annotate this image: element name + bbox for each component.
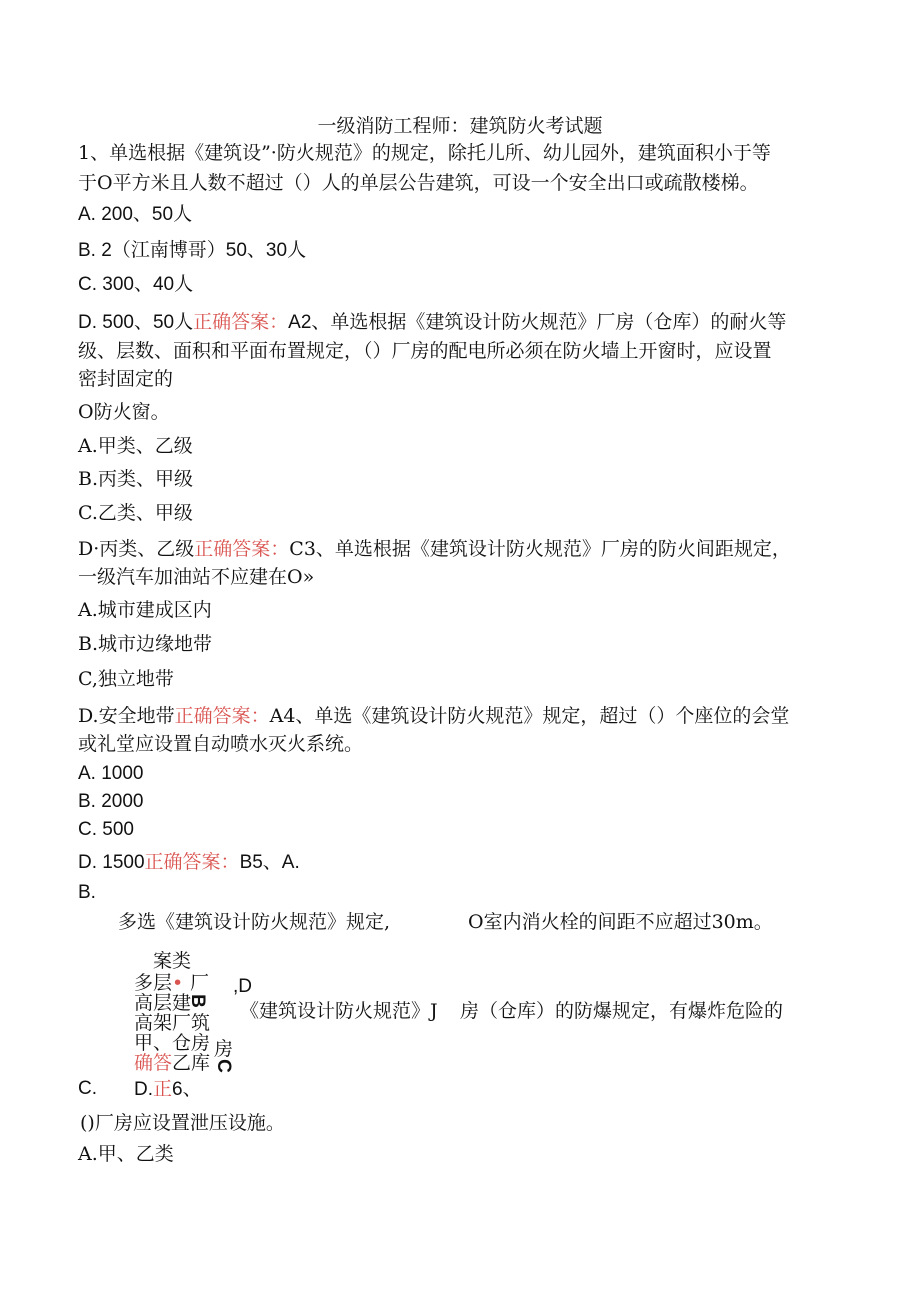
q5-fragment: 多层 — [134, 972, 173, 994]
q2-option-d: D·丙类、乙级 — [78, 538, 195, 560]
q5-fragment: 正 — [153, 1078, 173, 1100]
q5-fragment: 厂 — [190, 972, 210, 994]
q6-number: 6、 — [172, 1079, 202, 1100]
answer-label: 正确答案： — [144, 851, 240, 873]
answer-label: 正确答案： — [194, 538, 290, 560]
q5-fragment: 高层建 — [134, 992, 192, 1014]
q4-option-b: B. 2000 — [78, 791, 144, 812]
q1-option-c: C. 300、40人 — [78, 274, 194, 295]
q3-stem-line1: C3、单选根据《建筑设计防火规范》厂房的防火间距规定， — [289, 538, 791, 560]
q2-option-a: A.甲类、乙级 — [78, 435, 193, 457]
q1-option-b: B. 2（江南博哥）50、30人 — [78, 240, 307, 261]
q3-option-d: D.安全地带 — [78, 705, 175, 727]
q4-stem-line2: 或礼堂应设置自动喷水灭火系统。 — [78, 733, 364, 755]
q5-fragment: 乙库 — [172, 1052, 211, 1074]
q2-option-c: C.乙类、甲级 — [78, 502, 193, 524]
q1-option-d: D. 500、50人 — [78, 312, 194, 333]
q1-option-a: A. 200、50人 — [78, 204, 193, 225]
q5-fragment: C — [212, 1059, 234, 1073]
q5-b-label: B. — [78, 882, 96, 903]
q2-stem-line3: 密封固定的 — [78, 368, 174, 390]
q1-option-d-line — [78, 309, 786, 336]
q1-stem-line2: 于O平方米且人数不超过（）人的单层公告建筑，可设一个安全出口或疏散楼梯。 — [78, 172, 759, 194]
q2-option-b: B.丙类、甲级 — [78, 468, 194, 490]
q3-option-b: B.城市边缘地带 — [78, 633, 213, 655]
q5-option-d: D. — [134, 1079, 153, 1100]
q4-option-d-line — [78, 849, 300, 876]
q5-fragment: 高架厂筑 — [134, 1012, 211, 1034]
q5-fragment: • — [172, 972, 184, 994]
q5-option-d-line — [134, 1078, 202, 1101]
q3-option-c: C,独立地带 — [78, 668, 174, 690]
document-title: 一级消防工程师：建筑防火考试题 — [317, 115, 603, 137]
q2-stem-line2: 级、层数、面积和平面布置规定，（）厂房的配电所必须在防火墙上开窗时，应设置 — [78, 340, 772, 362]
q3-stem-line2: 一级汽车加油站不应建在O» — [78, 566, 315, 588]
q6-option-a: A.甲、乙类 — [78, 1143, 174, 1165]
answer-label: 正确答案： — [174, 705, 270, 727]
q4-answer-rest: B5、A. — [239, 852, 300, 873]
q5-option-c: C. — [78, 1078, 97, 1099]
q5-fragment: ,D — [233, 976, 252, 997]
q5-fragment: 房（仓库）的防爆规定，有爆炸危险的 — [460, 1000, 784, 1022]
q4-option-c: C. 500 — [78, 819, 134, 840]
q5-fragment: 房 — [214, 1038, 234, 1060]
q4-option-a: A. 1000 — [78, 763, 144, 784]
q6-stem-line1: ()厂房应设置泄压设施。 — [80, 1112, 285, 1134]
q5-fragment: 确答 — [134, 1052, 173, 1074]
q2-stem-line1: A2、单选根据《建筑设计防火规范》厂房（仓库）的耐火等 — [288, 312, 787, 333]
q5-fragment: 《建筑设计防火规范》J — [240, 1000, 438, 1022]
q2-option-d-line — [78, 536, 791, 562]
q5-fragment: 案类 — [153, 950, 192, 972]
q3-option-a: A.城市建成区内 — [78, 599, 212, 621]
answer-label: 正确答案： — [193, 311, 289, 333]
q5-fragment: 甲、仓房 — [134, 1032, 211, 1054]
q4-option-d: D. 1500 — [78, 852, 145, 873]
q5-fragment: B — [186, 994, 208, 1008]
q5-stem-right: O室内消火栓的间距不应超过30m。 — [468, 911, 773, 933]
q2-stem-line4: O防火窗。 — [78, 401, 170, 423]
q1-stem-line1: 1、单选根据《建筑设”·防火规范》的规定，除托儿所、幼儿园外，建筑面积小于等 — [78, 142, 771, 164]
q5-stem-left: 多选《建筑设计防火规范》规定, — [118, 911, 391, 933]
q3-option-d-line — [78, 703, 789, 729]
q4-stem-line1: A4、单选《建筑设计防火规范》规定，超过（）个座位的会堂 — [269, 705, 790, 727]
